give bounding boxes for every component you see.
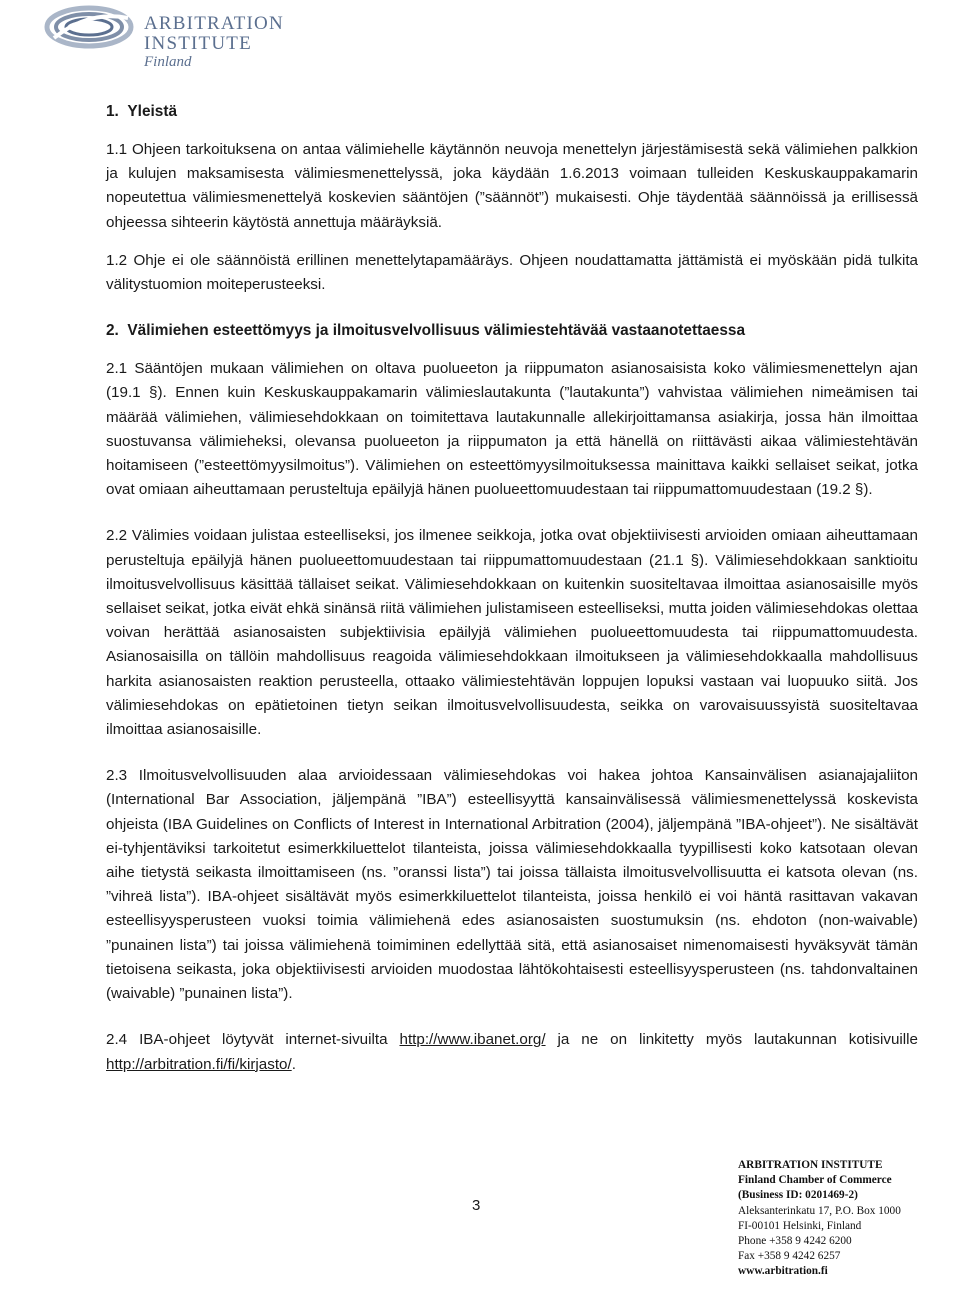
footer-org: ARBITRATION INSTITUTE — [738, 1159, 883, 1171]
footer-city: FI-00101 Helsinki, Finland — [738, 1219, 862, 1232]
ibanet-link[interactable]: http://www.ibanet.org/ — [399, 1031, 546, 1049]
document-body — [106, 100, 918, 1077]
logo-title: ARBITRATION INSTITUTE — [144, 13, 284, 54]
footer-fax: Fax +358 9 4242 6257 — [738, 1250, 841, 1263]
footer-street: Aleksanterinkatu 17, P.O. Box 1000 — [738, 1204, 901, 1217]
section-2-number: 2. — [106, 322, 119, 340]
footer-chamber: Finland Chamber of Commerce — [738, 1174, 892, 1187]
arbitration-library-link[interactable]: http://arbitration.fi/fi/kirjasto/ — [106, 1055, 292, 1073]
paragraph-2-1: 2.1 Sääntöjen mukaan välimiehen on oltava puolueeton ja riippumaton asianosaisista koko välimiesmenettelyn ajan (19.1 §). Ennen kuin Keskuskauppakamarin välimieslautakunta (”lautakunta”) vahvistaa välimiehen nimeämisen tai määrää välimiehen, välimiesehdokkaan on toimitettava lautakunnalle allekirjoittamansa asiakirja, jossa hän ilmoittaa suostuvansa välimieheksi, olevansa puolueeton ja riippumaton ja että hänellä on riittävästi aikaa välimiestehtävän hoitamiseen (”esteettömyysilmoitus”). Välimiehen on esteettömyysilmoituksessa mainittava kaikki sellaiset seikat, jotka ovat omiaan aiheuttamaan perusteltuja epäilyjä hänen puolueettomuudestaan tai riippumattomuudestaan (19.2 §). — [106, 360, 918, 499]
logo-subtitle: Finland — [144, 54, 192, 70]
footer-phone: Phone +358 9 4242 6200 — [738, 1235, 852, 1248]
footer-address — [738, 1158, 948, 1280]
paragraph-2-2: 2.2 Välimies voidaan julistaa esteelliseksi, jos ilmenee seikkoja, jotka ovat objektiivisesti arvioiden omiaan aiheuttamaan perusteltuja epäilyjä hänen puolueettomuudestaan tai riippumattomuudestaan (21.1 §). Välimiesehdokkaan sanktioitu ilmoitusvelvollisuus käsittää tällaiset seikat. Välimiesehdokkaan on kuitenkin suositeltavaa ilmoittaa asianosaisille myös sellaiset seikat, jotka eivät ehkä sinänsä riitä välimiehen julistamiseen esteelliseksi, mutta joiden välimiesehdokas olettaa voivan herättää asianosaisten subjektiivisia epäilyjä välimiehen puolueettomuudesta tai riippumattomuudesta. Asianosaisilla on tällöin mahdollisuus reagoida välimiesehdokkaan ilmoitukseen ja välimiesehdokkaalla mahdollisuus harkita asianosaisten reaktion perusteella, ottaako välimiestehtävän loppujen lopuksi vastaan vai luopuuko siitä. Jos välimiesehdokas on epätietoinen tietyn seikan ilmoitusvelvollisuudesta, seikka on varovaisuussyistä suositeltavaa ilmoittaa asianosaisille. — [106, 527, 918, 739]
page-number: 3 — [472, 1197, 481, 1214]
logo-swirl-icon — [44, 4, 136, 50]
section-2-title: Välimiehen esteettömyys ja ilmoitusvelvollisuus välimiestehtävää vastaanotettaessa — [127, 322, 746, 340]
footer-web: www.arbitration.fi — [738, 1265, 828, 1278]
logo-text — [144, 14, 384, 70]
section-2-heading — [106, 319, 918, 343]
paragraph-2-4-text-b: ja ne on linkitetty myös lautakunnan kotisivuille — [545, 1031, 918, 1049]
header-logo — [44, 4, 384, 70]
paragraph-2-4 — [106, 1028, 918, 1076]
footer-business-id: (Business ID: 0201469-2) — [738, 1189, 858, 1202]
paragraph-2-4-text-a: 2.4 IBA-ohjeet löytyvät internet-sivuilta — [106, 1031, 400, 1049]
section-1-number: 1. — [106, 103, 119, 120]
paragraph-1-1: 1.1 Ohjeen tarkoituksena on antaa välimiehelle käytännön neuvoja menettelyn järjestämisestä sekä välimiehen palkkion ja kulujen maksamisesta välimiesmenettelyssä, joka käydään 1.6.2013 voimaan tulleiden Keskuskauppakamarin nopeutettua välimiesmenettelyä koskevien sääntöjen (”säännöt”) mukaisesti. Ohje täydentää säännöissä ja erillisessä ohjeessa sihteerin käytöstä annettuja määräyksiä. — [106, 141, 918, 231]
paragraph-1-2: 1.2 Ohje ei ole säännöistä erillinen menettelytapamääräys. Ohjeen noudattamatta jättämistä ei myöskään pidä tulkita välitystuomion moiteperusteeksi. — [106, 251, 918, 294]
paragraph-2-3: 2.3 Ilmoitusvelvollisuuden alaa arvioidessaan välimiesehdokas voi hakea johtoa Kansainvälisen asianajajaliiton (International Bar Association, jäljempänä ”IBA”) esteellisyyttä kansainvälisessä välimiesmenettelyssä koskevista ohjeista (IBA Guidelines on Conflicts of Interest in International Arbitration (2004), jäljempänä ”IBA-ohjeet”). Ne sisältävät ei-tyhjentäviksi tarkoitetut esimerkkiluettelot tilanteista, joissa välimiesehdokkaalla tyypillisesti koko katsotaan olevan aihe tietystä seikasta ilmoittamiseen (ns. ”oranssi lista”) tai joissa tällaista ilmoitusvelvollisuutta ei katsota olevan (ns. ”vihreä lista”). IBA-ohjeet sisältävät myös esimerkkiluettelot tilanteista, joissa henkilö ei voi häntä rasittavan vakavan esteellisyysperusteen vuoksi toimia välimiehenä edes asianosaisten suostumuksin (ns. ehdoton (non-waivable) ”punainen lista”) tai joissa välimiehenä toimiminen edellyttää sitä, että asianosaiset nimenomaisesti hyväksyvät tämän tietoisena seikasta, joka objektiivisesti arvioiden muodostaa lähtökohtaisesti esteellisyysperusteen (ns. tahdonvaltainen (waivable) ”punainen lista”). — [106, 767, 918, 1003]
section-1-title: Yleistä — [127, 103, 178, 120]
paragraph-2-4-text-c: . — [291, 1055, 296, 1073]
section-1-heading — [106, 100, 918, 124]
